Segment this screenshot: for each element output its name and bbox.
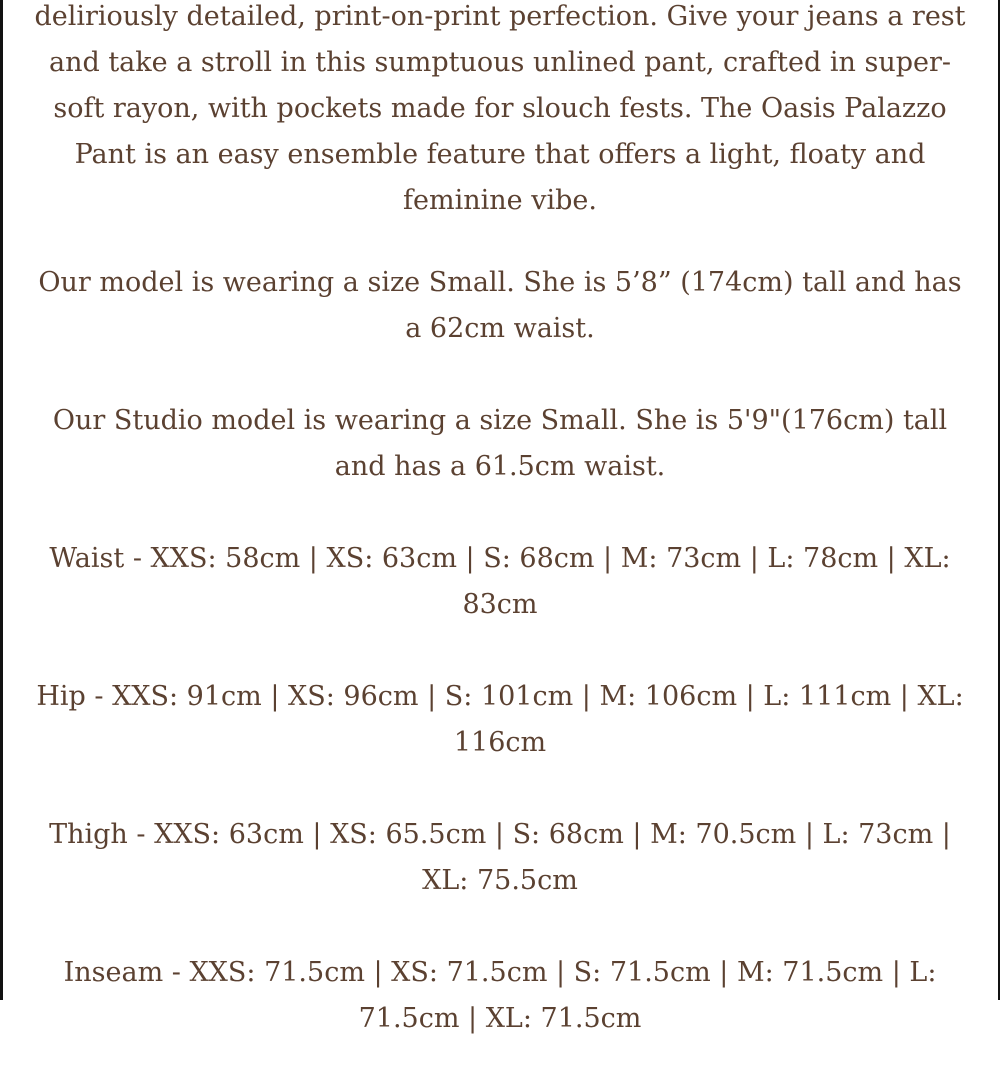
studio-model-size-info: Our Studio model is wearing a size Small. She is 5'9"(176cm) tall and has a 61.5cm waist. [52,405,948,482]
left-border [0,0,3,1000]
model-size-info: Our model is wearing a size Small. She is 5’8” (174cm) tall and has a 62cm waist. [38,267,962,344]
product-description-text: deliriously detailed, print-on-print perfection. Give your jeans a rest and take a stroll in this sumptuous unlined pant, crafted in super-soft rayon, with pockets made for slouch fests. The Oasis Palazzo Pant is an easy ensemble feature that offers a light, floaty and feminine vibe. [34,1,966,216]
hip-measurements: Hip - XXS: 91cm | XS: 96cm | S: 101cm | M: 106cm | L: 111cm | XL: 116cm [36,681,964,758]
waist-measurements: Waist - XXS: 58cm | XS: 63cm | S: 68cm | M: 73cm | L: 78cm | XL: 83cm [49,543,951,620]
description-content [30,0,970,1088]
thigh-measurements: Thigh - XXS: 63cm | XS: 65.5cm | S: 68cm | M: 70.5cm | L: 73cm | XL: 75.5cm [49,819,951,896]
inseam-measurements: Inseam - XXS: 71.5cm | XS: 71.5cm | S: 71.5cm | M: 71.5cm | L: 71.5cm | XL: 71.5cm [63,957,937,1034]
